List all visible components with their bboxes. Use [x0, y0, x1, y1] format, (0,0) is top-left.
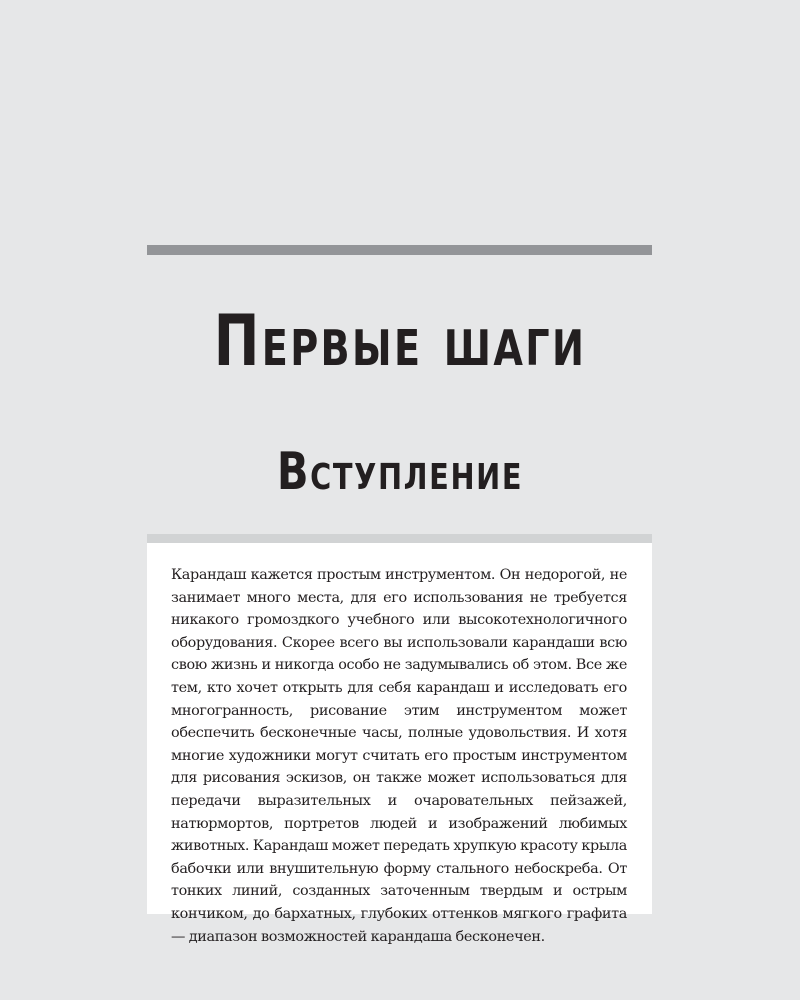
intro-panel — [147, 534, 652, 945]
intro-paragraph: Карандаш кажется простым инструментом. Он недорогой, не занимает много места, для его использования не требуется никакого громоздкого учебного или высокотехнологичного оборудования. Скорее всего вы использовали карандаши всю свою жизнь и никогда особо не задумывались об этом. Все же тем, кто хочет открыть для себя карандаш и исследовать его многогранность, рисование этим инструментом может обеспечить бесконечные часы, полные удовольствия. И хотя многие художники могут считать его простым инструментом для рисования эскизов, он также может использоваться для передачи выразительных и очаровательных пейзажей, натюрмортов, портретов людей и изображений любимых животных. Карандаш может передать хрупкую красоту крыла бабочки или внушительную форму стального небоскреба. От тонких линий, созданных заточенным твердым и острым кончиком, до бархатных, глубоких оттенков мягкого графита — диапазон возможностей карандаша бесконечен. — [171, 567, 627, 945]
chapter-title: Первые шаги — [213, 300, 587, 382]
chapter-top-rule — [147, 245, 652, 255]
panel-top-rule — [147, 534, 652, 543]
section-title: Вступление — [276, 442, 524, 502]
